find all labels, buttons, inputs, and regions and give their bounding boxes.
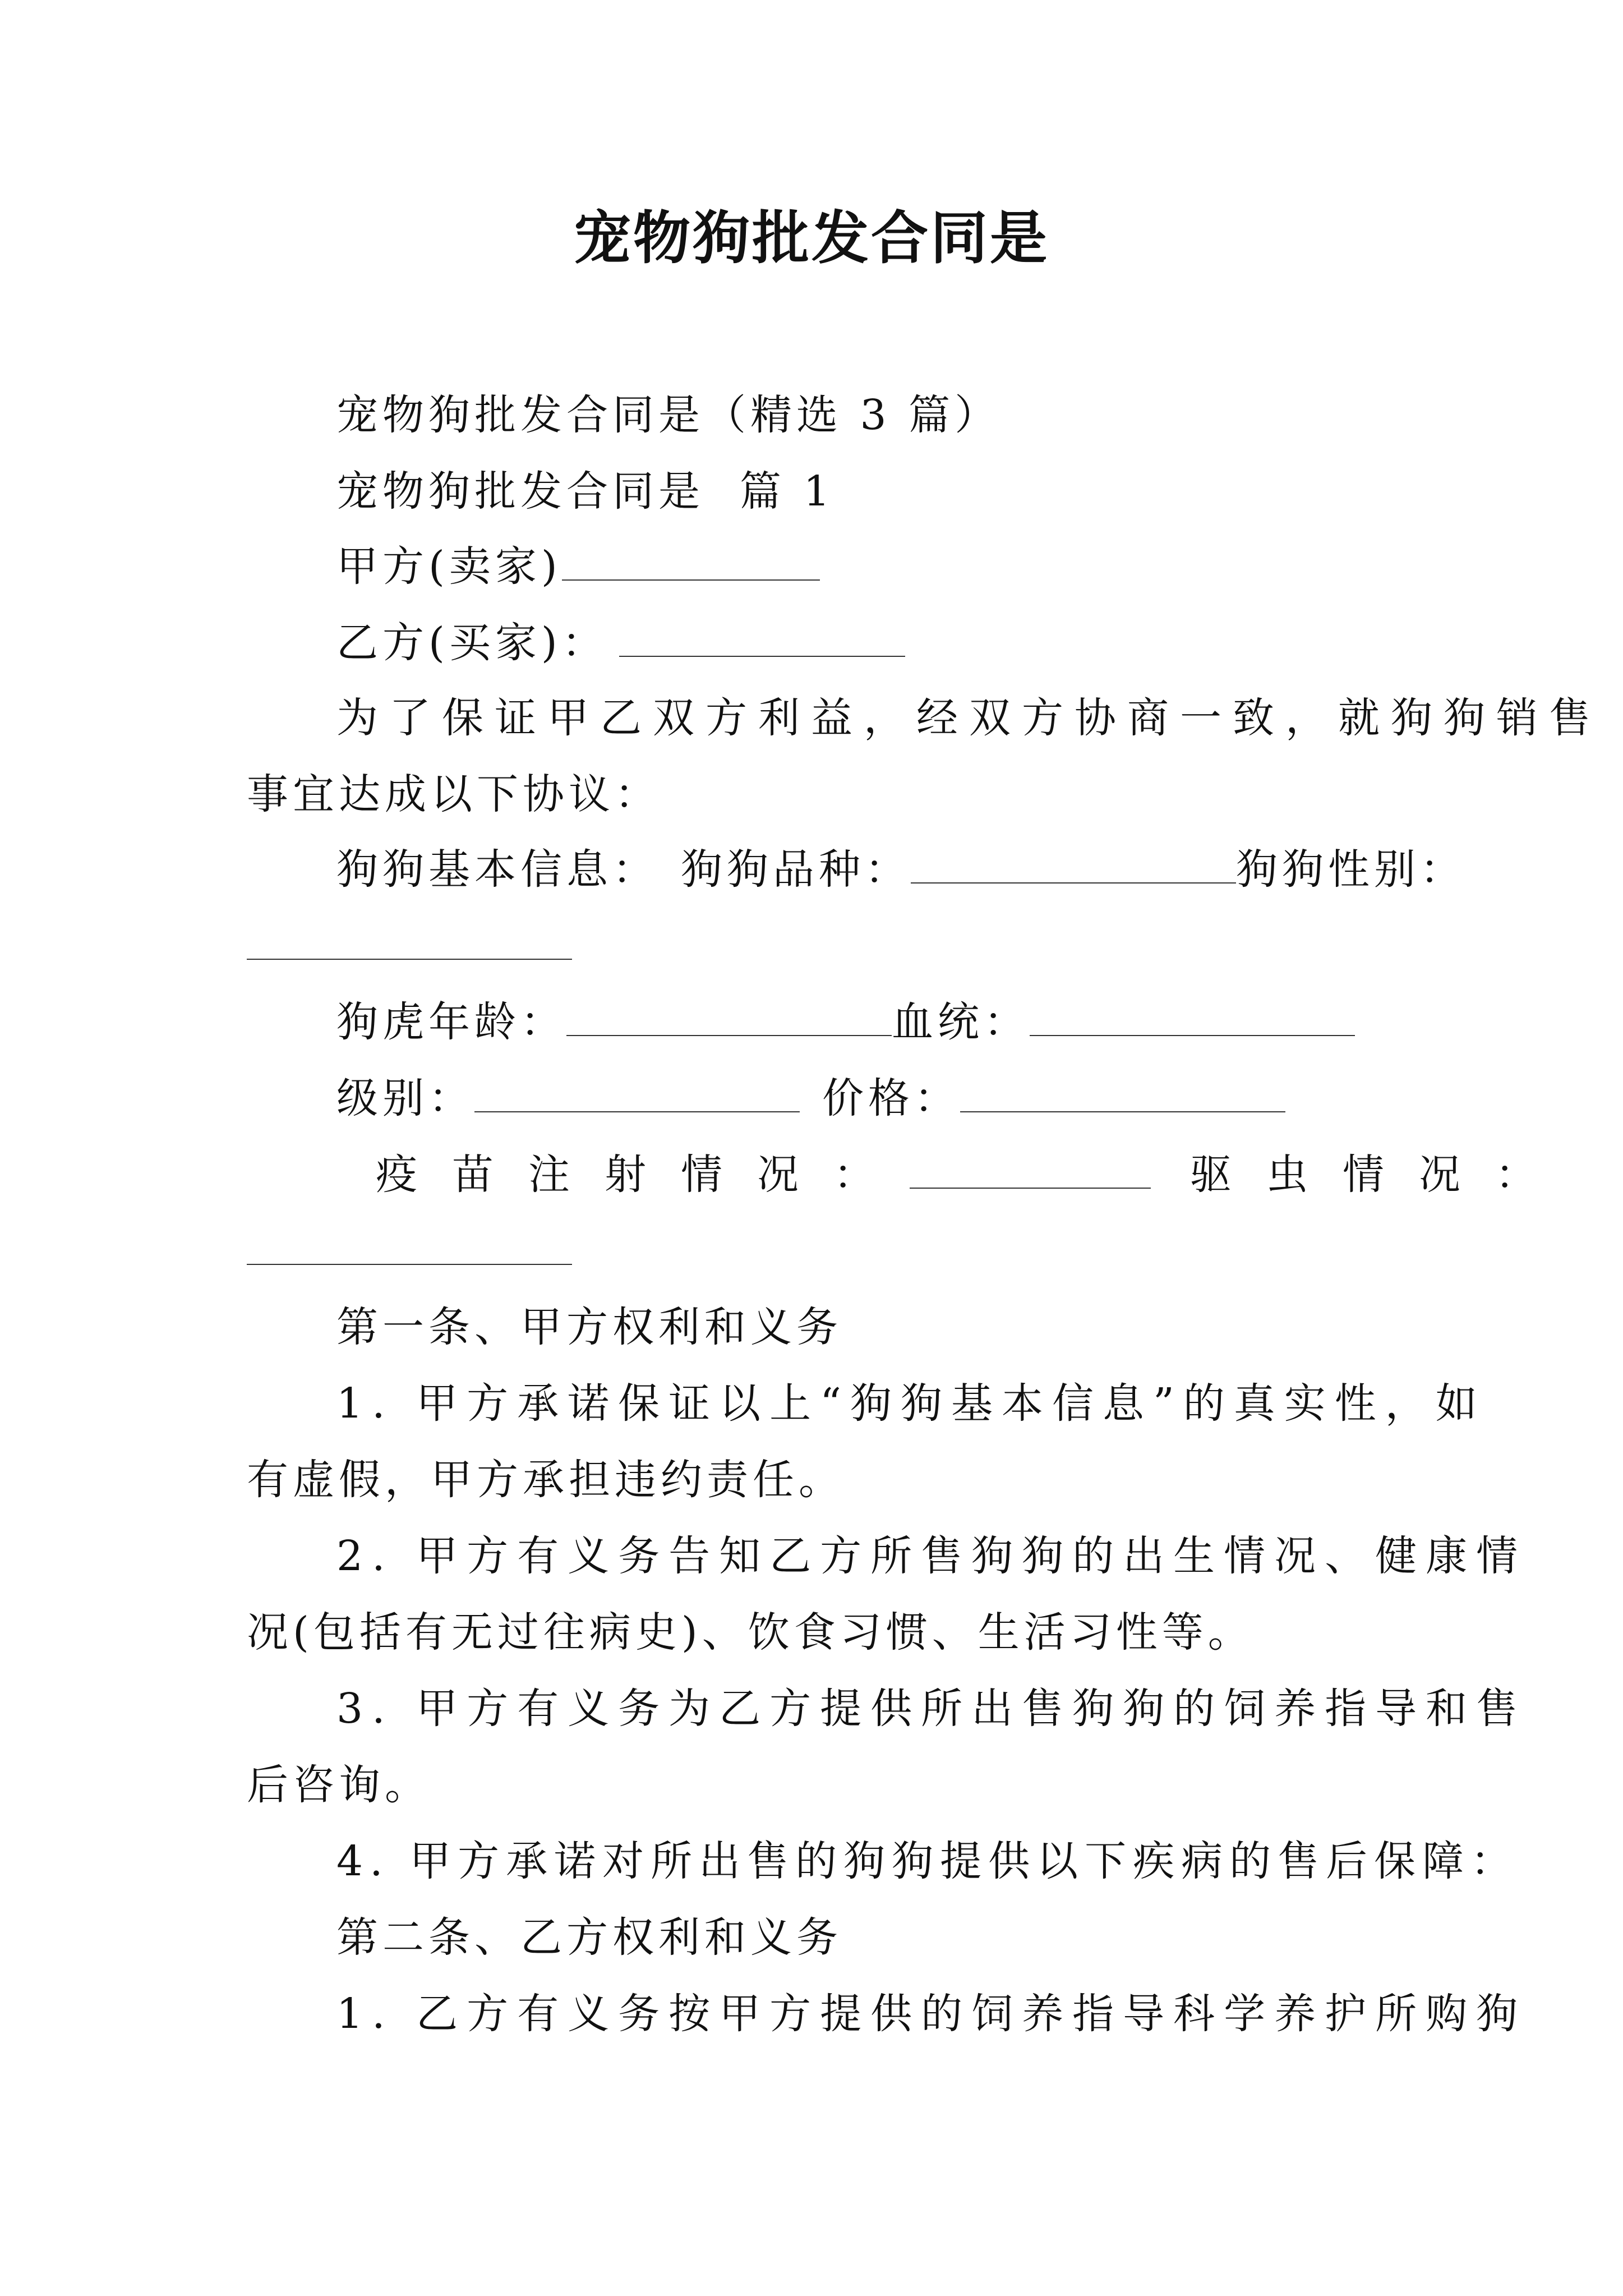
vaccine-row	[376, 1147, 1571, 1203]
vaccine-blank[interactable]	[910, 1148, 1151, 1189]
party-a-row	[336, 539, 820, 595]
dog-info-label: 狗狗基本信息：	[336, 845, 658, 894]
a1-item2-line1: 2. 甲方有义务告知乙方所售狗狗的出生情况、健康情	[336, 1532, 1527, 1580]
a1-item4-line1: 4. 甲方承诺对所出售的狗狗提供以下疾病的售后保障：	[336, 1837, 1519, 1885]
party-b-blank[interactable]	[619, 616, 905, 657]
intro-line-1: 为了保证甲乙双方利益，经双方协商一致，就狗狗销售	[336, 694, 1602, 742]
grade-price-row	[336, 1070, 1285, 1126]
article2-heading: 第二条、乙方权利和义务	[336, 1913, 842, 1962]
party-a-label: 甲方(卖家)	[336, 542, 562, 591]
grade-label: 级别：	[336, 1074, 474, 1122]
party-b-row	[336, 615, 905, 671]
a1-item2-line2: 况(包括有无过往病史)、饮食习惯、生活习性等。	[247, 1608, 1254, 1657]
sex-blank[interactable]	[247, 919, 572, 960]
a1-item3-line1: 3. 甲方有义务为乙方提供所出售狗狗的饲养指导和售	[336, 1685, 1527, 1733]
price-blank[interactable]	[960, 1072, 1285, 1112]
vaccine-label: 疫苗注射情况：	[376, 1151, 910, 1199]
sex-label: 狗狗性别：	[1236, 845, 1466, 894]
pedigree-label: 血统：	[892, 998, 1030, 1046]
breed-blank[interactable]	[911, 843, 1236, 884]
pedigree-blank[interactable]	[1030, 996, 1355, 1036]
party-b-label: 乙方(买家)：	[336, 619, 608, 667]
a1-item3-line2: 后咨询。	[247, 1761, 431, 1809]
deworm-blank-row	[247, 1223, 572, 1279]
party-a-blank[interactable]	[562, 540, 820, 581]
breed-label: 狗狗品种：	[681, 845, 911, 894]
dog-info-row	[336, 841, 1466, 898]
deworm-blank[interactable]	[247, 1225, 572, 1265]
section-heading: 宠物狗批发合同是 篇 1	[336, 467, 834, 516]
document-title: 宠物狗批发合同是	[574, 205, 1049, 272]
a1-item1-line2: 有虚假，甲方承担违约责任。	[247, 1456, 845, 1504]
intro-line-2: 事宜达成以下协议：	[247, 770, 661, 818]
article1-heading: 第一条、甲方权利和义务	[336, 1303, 842, 1351]
age-pedigree-row	[336, 994, 1355, 1050]
deworm-label: 驱虫情况：	[1190, 1151, 1571, 1199]
grade-blank[interactable]	[474, 1072, 800, 1112]
age-label: 狗虎年龄：	[336, 998, 566, 1046]
age-blank[interactable]	[566, 996, 892, 1036]
price-label: 价格：	[822, 1074, 960, 1122]
a2-item1-line1: 1. 乙方有义务按甲方提供的饲养指导科学养护所购狗	[336, 1990, 1527, 2038]
sex-blank-row	[247, 918, 572, 974]
document-subtitle: 宠物狗批发合同是（精选 3 篇）	[336, 391, 1001, 439]
a1-item1-line1: 1. 甲方承诺保证以上“狗狗基本信息”的真实性，如	[336, 1379, 1486, 1428]
